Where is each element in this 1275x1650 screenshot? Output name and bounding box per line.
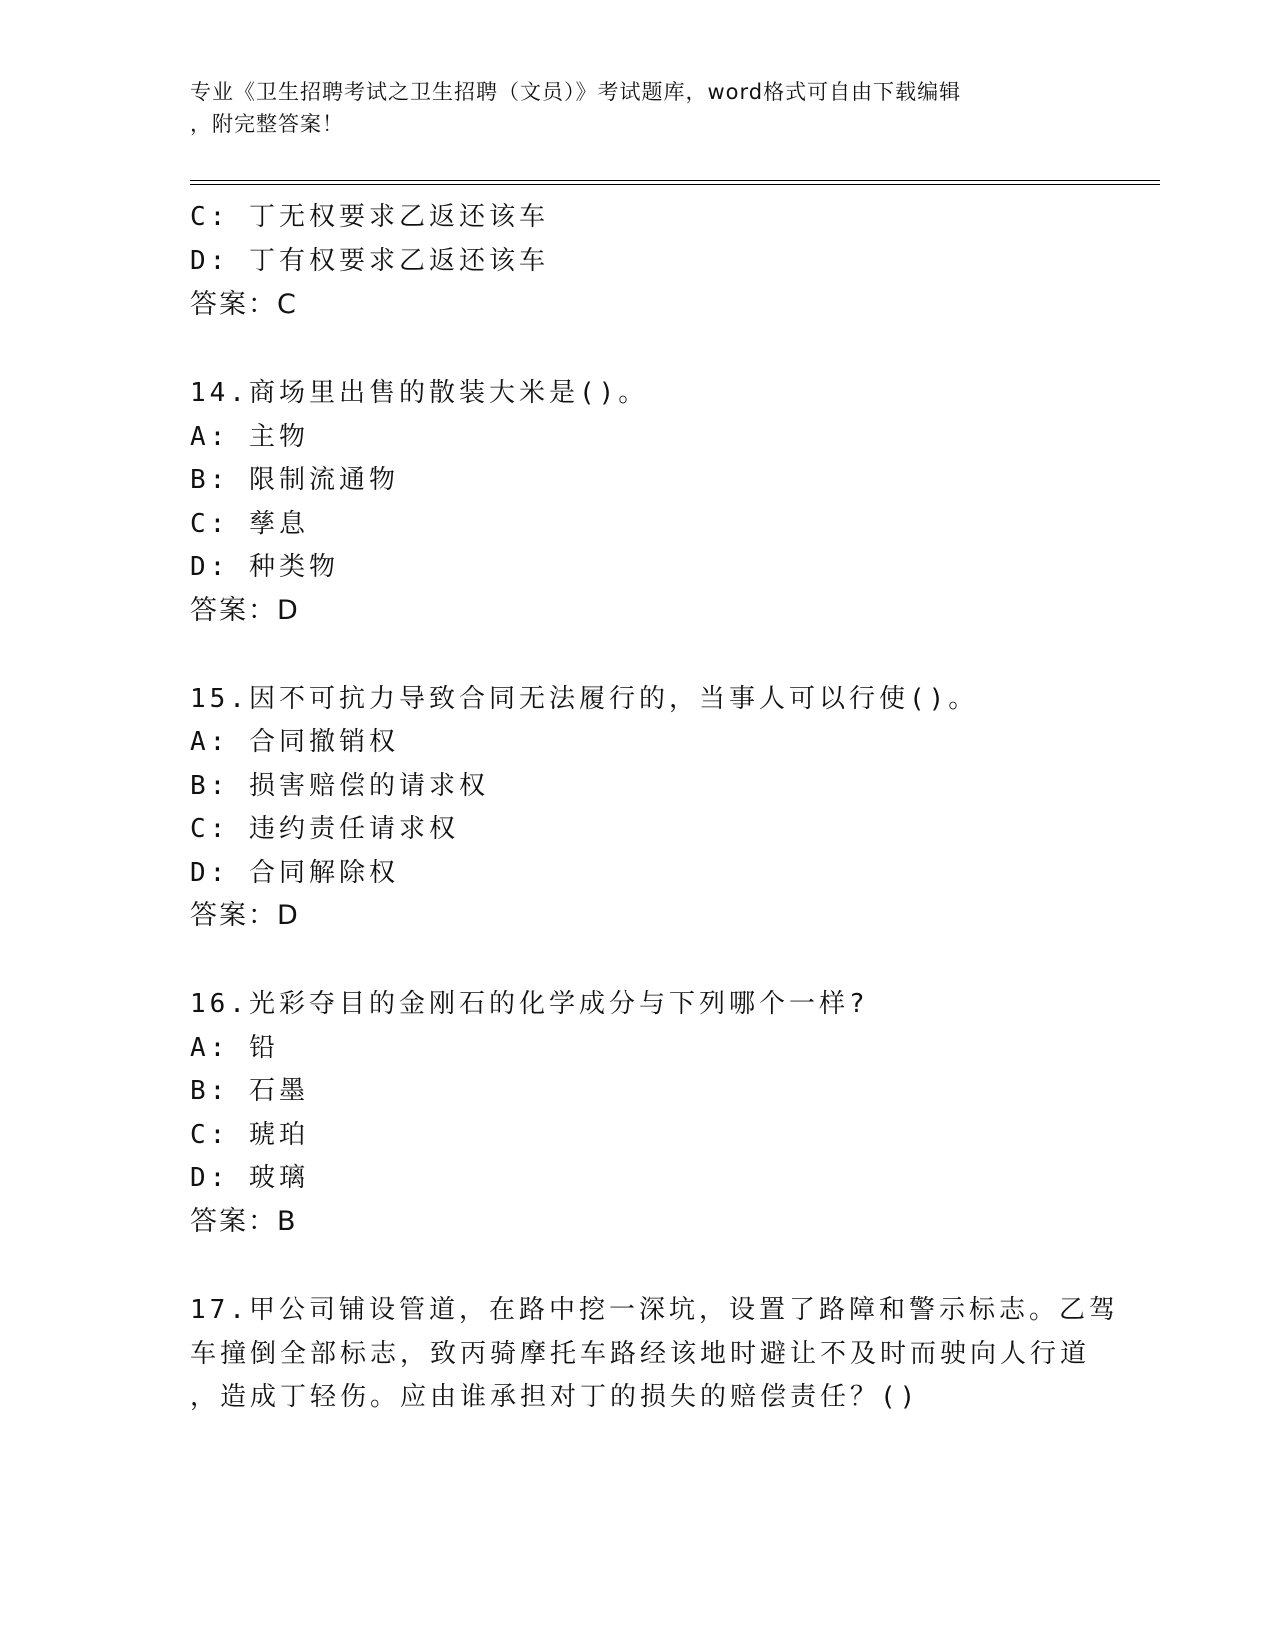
q16-answer: 答案：B — [190, 1206, 298, 1237]
q14-option-a: A: 主物 — [190, 422, 309, 452]
q13-option-c: C: 丁无权要求乙返还该车 — [190, 202, 549, 232]
q17-question-line-1: 17.甲公司铺设管道，在路中挖一深坑，设置了路障和警示标志。乙驾 — [190, 1295, 1119, 1325]
q16-option-a: A: 铅 — [190, 1033, 279, 1063]
q15-answer: 答案：D — [190, 900, 300, 931]
q15-option-b: B: 损害赔偿的请求权 — [190, 771, 489, 801]
q16-option-c: C: 琥珀 — [190, 1120, 309, 1150]
q15-option-c: C: 违约责任请求权 — [190, 814, 459, 844]
q14-option-d: D: 种类物 — [190, 552, 339, 582]
q16-option-d: D: 玻璃 — [190, 1163, 309, 1193]
q15-question: 15.因不可抗力导致合同无法履行的，当事人可以行使()。 — [190, 684, 979, 714]
header-divider-top — [190, 180, 1160, 181]
q17-question-line-2: 车撞倒全部标志，致丙骑摩托车路经该地时避让不及时而驶向人行道 — [190, 1339, 1091, 1369]
q14-answer: 答案：D — [190, 595, 300, 626]
q13-option-d: D: 丁有权要求乙返还该车 — [190, 246, 549, 276]
q15-option-a: A: 合同撤销权 — [190, 727, 399, 757]
q16-question: 16.光彩夺目的金刚石的化学成分与下列哪个一样? — [190, 989, 869, 1019]
q15-option-d: D: 合同解除权 — [190, 858, 399, 888]
header-divider-bottom — [190, 184, 1160, 185]
document-header — [190, 76, 1090, 140]
q14-option-b: B: 限制流通物 — [190, 465, 399, 495]
q13-answer: 答案：C — [190, 289, 298, 320]
q17-question-line-3: ，造成丁轻伤。应由谁承担对丁的损失的赔偿责任？() — [190, 1382, 920, 1412]
q14-question: 14.商场里出售的散装大米是()。 — [190, 378, 649, 408]
q14-option-c: C: 孳息 — [190, 509, 309, 539]
q16-option-b: B: 石墨 — [190, 1076, 309, 1106]
header-line-2: ，附完整答案！ — [190, 112, 344, 136]
header-line-1: 专业《卫生招聘考试之卫生招聘（文员）》考试题库，word格式可自由下载编辑 — [190, 80, 962, 104]
